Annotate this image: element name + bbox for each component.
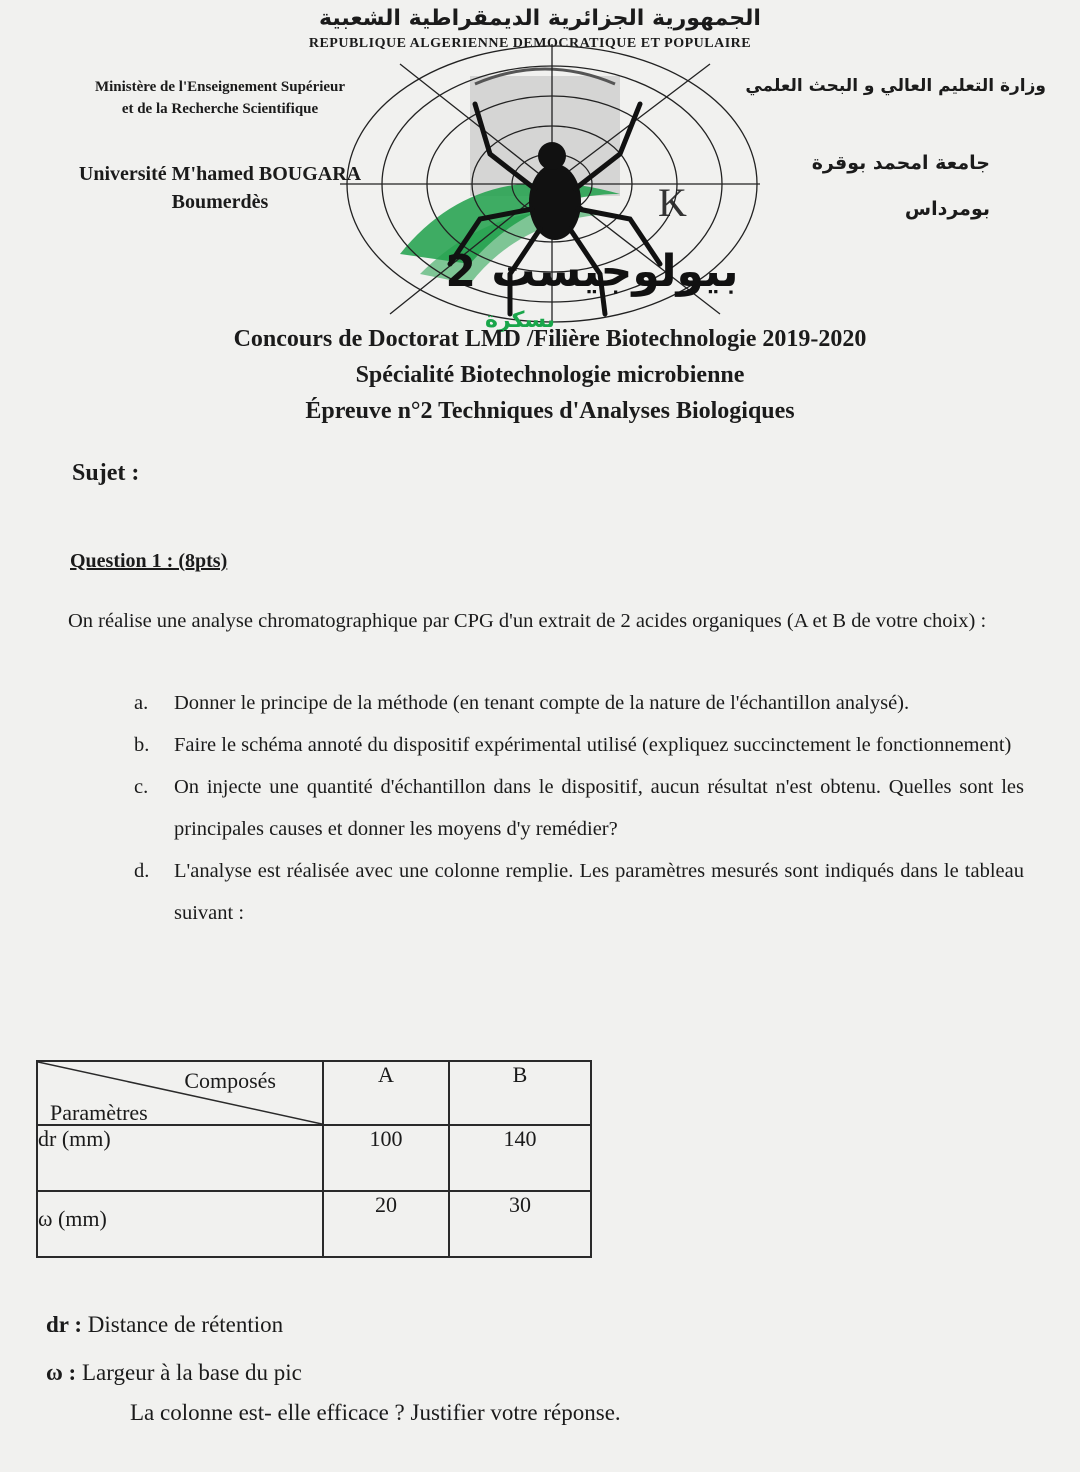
university-arabic-line2: بومرداس	[904, 198, 990, 220]
svg-text:Κ: Κ	[658, 180, 687, 225]
column-header-a: A	[323, 1061, 449, 1125]
exam-title: Concours de Doctorat LMD /Filière Biotechnologie 2019-2020	[233, 326, 867, 352]
item-label: d.	[134, 860, 150, 882]
header-arabic-republic: الجمهورية الجزائرية الديمقراطية الشعبية	[319, 6, 761, 31]
university-french-line2: Boumerdès	[171, 191, 269, 213]
list-item	[134, 724, 1024, 766]
question-1-heading: Question 1 : (8pts)	[70, 550, 228, 572]
watermark-text: بيولوجيست 2	[445, 246, 739, 297]
item-text: Faire le schéma annoté du dispositif expérimental utilisé (expliquez succinctement le fonctionnement)	[174, 734, 1012, 756]
legend-omega-text: Largeur à la base du pic	[81, 1360, 302, 1385]
parameters-table	[36, 1060, 592, 1258]
legend-dr	[46, 1312, 283, 1338]
question-1-items	[134, 682, 1024, 934]
ministry-french-line2: et de la Recherche Scientifique	[121, 101, 319, 117]
corner-label-compounds: Composés	[184, 1068, 276, 1093]
param-cell: ω (mm)	[37, 1191, 323, 1257]
legend-omega-key: ω :	[46, 1360, 77, 1385]
item-text: On injecte une quantité d'échantillon dans le dispositif, aucun résultat n'est obtenu. Quelles sont les principales causes et donner les moyens d'y remédier?	[174, 776, 1024, 840]
exam-subject: Épreuve n°2 Techniques d'Analyses Biologiques	[305, 398, 795, 424]
corner-label-parameters: Paramètres	[50, 1100, 148, 1125]
value-cell-a: 100	[323, 1125, 449, 1191]
question-1-intro: On réalise une analyse chromatographique par CPG d'un extrait de 2 acides organiques (A et B de votre choix) :	[68, 610, 987, 632]
item-label: a.	[134, 692, 149, 714]
param-cell: dr (mm)	[37, 1125, 323, 1191]
ministry-arabic: وزارة التعليم العالي و البحث العلمي	[745, 76, 1046, 96]
item-text: L'analyse est réalisée avec une colonne remplie. Les paramètres mesurés sont indiqués dans le tableau suivant :	[174, 860, 1024, 924]
item-label: b.	[134, 734, 150, 756]
value-cell-b: 140	[449, 1125, 591, 1191]
value-cell-a: 20	[323, 1191, 449, 1257]
table-corner-cell	[37, 1061, 323, 1125]
table-row	[37, 1125, 591, 1191]
final-question: La colonne est- elle efficace ? Justifier votre réponse.	[130, 1400, 621, 1425]
sujet-heading: Sujet :	[72, 460, 140, 486]
header-french-republic: REPUBLIQUE ALGERIENNE DEMOCRATIQUE ET POPULAIRE	[308, 36, 752, 51]
exam-specialty: Spécialité Biotechnologie microbienne	[355, 362, 745, 388]
item-label: c.	[134, 776, 149, 798]
legend-dr-text: Distance de rétention	[87, 1312, 284, 1337]
value-cell-b: 30	[449, 1191, 591, 1257]
item-text: Donner le principe de la méthode (en tenant compte de la nature de l'échantillon analysé).	[174, 692, 910, 714]
table-row	[37, 1191, 591, 1257]
university-arabic-line1: جامعة امحمد بوقرة	[811, 152, 990, 174]
legend-dr-key: dr :	[46, 1312, 82, 1337]
column-header-b: B	[449, 1061, 591, 1125]
list-item	[134, 682, 1024, 724]
list-item	[134, 850, 1024, 934]
table-header-row	[37, 1061, 591, 1125]
ministry-french-line1: Ministère de l'Enseignement Supérieur	[94, 79, 346, 95]
university-french-line1: Université M'hamed BOUGARA	[78, 163, 362, 185]
watermark-subtext: بسكرة	[484, 308, 556, 333]
list-item	[134, 766, 1024, 850]
legend-omega	[46, 1360, 302, 1386]
